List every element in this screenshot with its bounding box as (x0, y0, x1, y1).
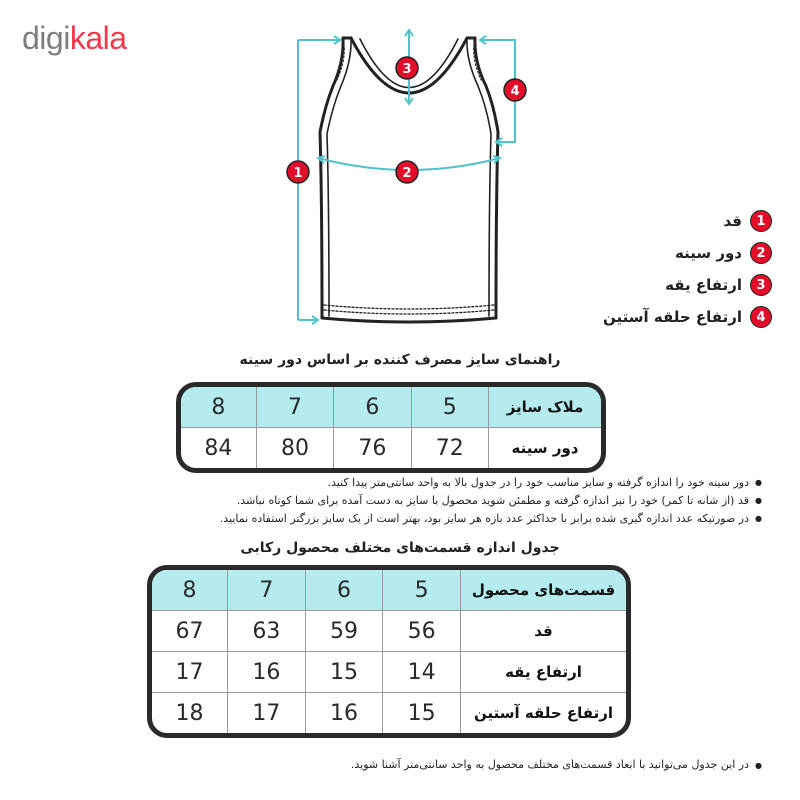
legend-item-neck (512, 269, 772, 301)
value-cell: 72 (411, 428, 488, 468)
size-cell: 7 (256, 387, 333, 428)
row-label: ارتفاع یقه (460, 652, 626, 693)
value-cell: 84 (204, 435, 233, 461)
size-cell: 7 (227, 570, 305, 611)
marker-3 (396, 57, 418, 79)
svg-text:1: 1 (293, 166, 303, 181)
value-cell: 17 (152, 652, 227, 693)
logo-part-digi: digi (22, 20, 70, 56)
legend-number: 4 (750, 306, 772, 328)
size-guide-table (176, 382, 606, 473)
legend-number: 1 (750, 210, 772, 232)
measurement-legend (512, 205, 772, 333)
table-row (181, 428, 601, 468)
product-dimensions-notes (42, 758, 762, 771)
note-item: ● قد (از شانه تا کمر) خود را نیز اندازه گرفته و مطمئن شوید محصول با سایز به دست آمده برای شما کوتاه نباشد. (42, 492, 762, 510)
value-cell: 15 (382, 693, 460, 733)
size-cell: 8 (152, 570, 227, 611)
table-header-row (152, 570, 626, 611)
value-cell: 16 (305, 693, 383, 733)
marker-2 (396, 161, 418, 183)
value-cell: 80 (256, 428, 333, 468)
product-dimensions-title: جدول اندازه قسمت‌های مختلف محصول رکابی (240, 540, 560, 556)
legend-item-chest (512, 237, 772, 269)
legend-label: ارتفاع یقه (665, 276, 742, 294)
size-cell: 5 (411, 387, 488, 428)
size-cell: 6 (305, 570, 383, 611)
note-item: ● دور سینه خود را اندازه گرفته و سایز مناسب خود را در جدول بالا به واحد سانتی‌متر پیدا کنید. (42, 474, 762, 492)
marker-1 (287, 161, 309, 183)
value-cell: 56 (382, 611, 460, 652)
marker-4 (504, 79, 526, 101)
size-guide-notes (42, 474, 762, 528)
legend-label: دور سینه (675, 244, 742, 262)
legend-item-height (512, 205, 772, 237)
logo-part-kala: kala (69, 20, 127, 56)
table-row (152, 611, 626, 652)
value-cell: 76 (333, 428, 410, 468)
legend-label: قد (723, 212, 742, 230)
size-cell: 8 (181, 387, 256, 428)
svg-text:3: 3 (402, 62, 412, 77)
svg-text:2: 2 (402, 166, 412, 181)
row-label: دور سینه (488, 428, 601, 468)
header-label: قسمت‌های محصول (460, 570, 626, 611)
size-cell: 5 (382, 570, 460, 611)
note-item: ● در صورتیکه عدد اندازه گیری شده برابر با حداکثر عدد بازه هر سایز بود، بهتر است از یک سایز بزرگتر استفاده نمایید. (42, 510, 762, 528)
product-dimensions-table (147, 565, 631, 738)
value-cell: 15 (305, 652, 383, 693)
value-cell: 16 (227, 652, 305, 693)
size-guide-title: راهنمای سایز مصرف کننده بر اساس دور سینه (239, 352, 561, 368)
value-cell: 17 (227, 693, 305, 733)
table-row (152, 652, 626, 693)
value-cell: 59 (305, 611, 383, 652)
value-cell: 67 (152, 611, 227, 652)
size-cell: 6 (333, 387, 410, 428)
table-row (152, 693, 626, 733)
header-label: ملاک سایز (488, 387, 601, 428)
legend-number: 3 (750, 274, 772, 296)
value-cell: 63 (227, 611, 305, 652)
legend-item-armhole (512, 301, 772, 333)
legend-number: 2 (750, 242, 772, 264)
value-cell: 14 (382, 652, 460, 693)
value-cell: 18 (175, 700, 204, 726)
row-label: ارتفاع حلقه آستین (460, 693, 626, 733)
row-label: قد (460, 611, 626, 652)
legend-label: ارتفاع حلقه آستین (603, 308, 742, 326)
table-header-row (181, 387, 601, 428)
svg-text:4: 4 (510, 84, 520, 99)
note-item: ● در این جدول می‌توانید با ابعاد قسمت‌های مختلف محصول به واحد سانتی‌متر آشنا شوید. (42, 758, 762, 771)
